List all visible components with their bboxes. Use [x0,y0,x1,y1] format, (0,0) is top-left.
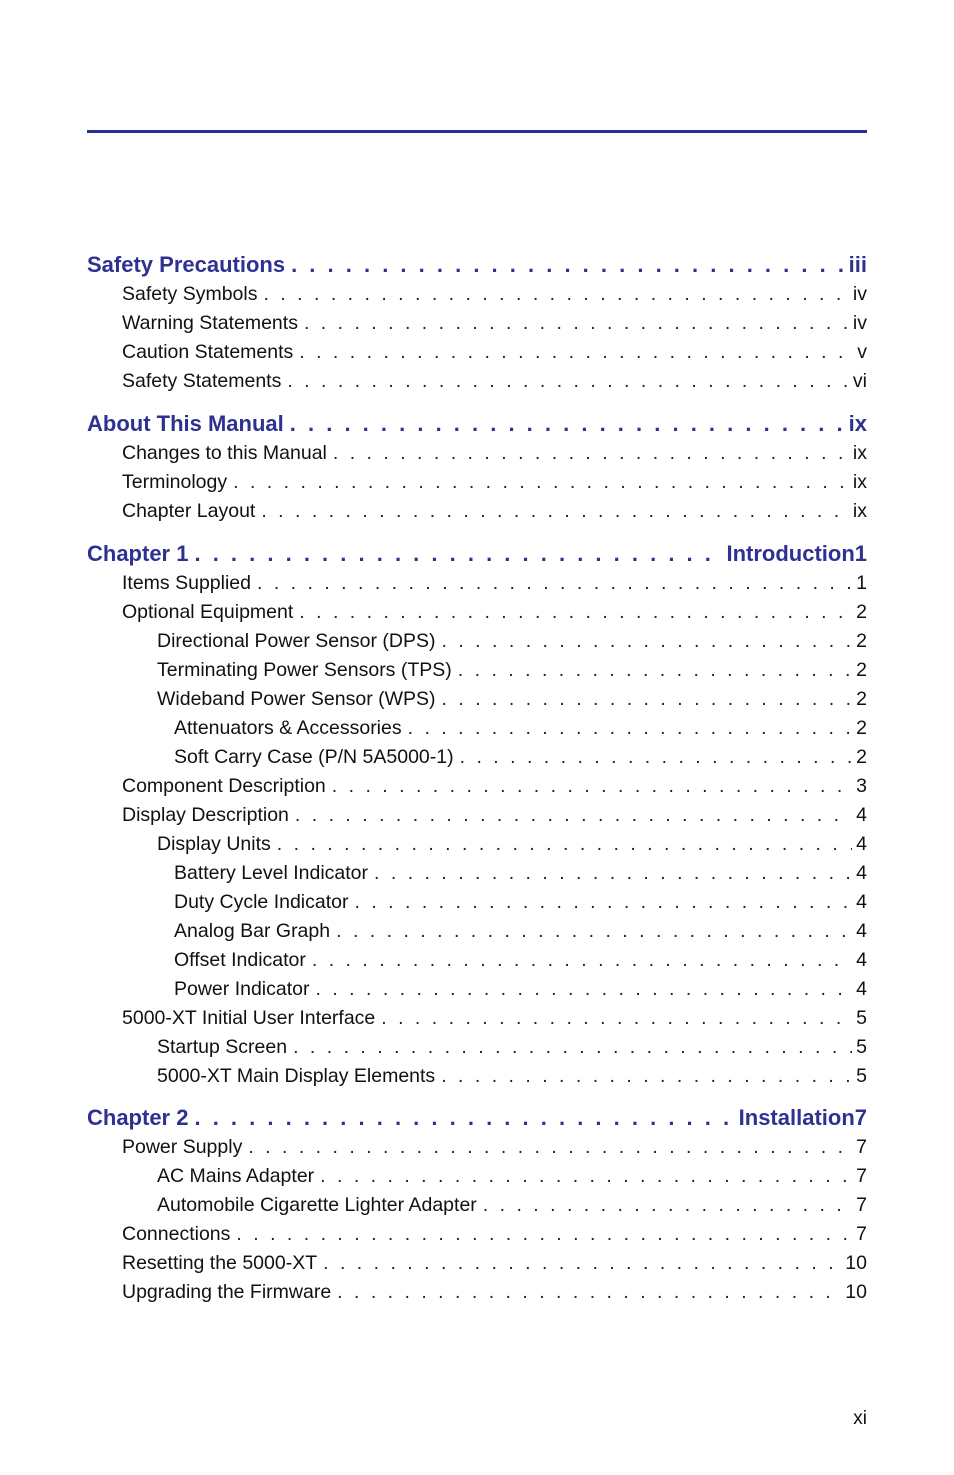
toc-entry-page: 1 [856,572,867,594]
toc-entry[interactable] [157,686,867,712]
toc-entry[interactable] [122,339,867,365]
toc-entry-page: ix [852,442,867,464]
toc-entry-label: Safety Statements [122,370,282,392]
toc-entry-label: Directional Power Sensor (DPS) [157,630,436,652]
dot-leader [336,918,852,944]
toc-entry[interactable] [174,889,867,915]
toc-chapter-heading[interactable] [87,1104,867,1132]
toc-entry-label: Battery Level Indicator [174,862,369,884]
dot-leader [315,976,852,1002]
toc-entry[interactable] [122,1250,867,1276]
toc-entry[interactable] [122,802,867,828]
toc-entry[interactable] [174,918,867,944]
toc-entry-page: 4 [856,920,867,942]
toc-entry-page: 2 [856,717,867,739]
toc-entry[interactable] [157,1192,867,1218]
toc-entry-page: 10 [845,1281,867,1303]
toc-entry-page: 2 [856,659,867,681]
toc-entry[interactable] [157,1034,867,1060]
toc-entry-page: vi [852,370,867,392]
toc-entry-label: Safety Symbols [122,283,258,305]
dot-leader [374,860,852,886]
toc-entry-label: Wideband Power Sensor (WPS) [157,688,436,710]
toc-entry[interactable] [157,831,867,857]
dot-leader [304,310,849,336]
toc-entry-page: 2 [856,746,867,768]
dot-leader [354,889,852,915]
toc-entry-page: 5 [856,1065,867,1087]
toc-entry-label: Optional Equipment [122,601,294,623]
toc-entry-label: Power Supply [122,1136,243,1158]
toc-chapter-heading[interactable] [87,540,867,568]
toc-entry-label: Display Units [157,833,271,855]
toc-entry[interactable] [174,715,867,741]
dot-leader [323,1250,841,1276]
toc-entry-label: Component Description [122,775,326,797]
toc-entry[interactable] [122,498,867,524]
dot-leader [381,1005,852,1031]
toc-entry-label: Display Description [122,804,289,826]
dot-leader [441,1063,852,1089]
dot-leader [460,744,853,770]
dot-leader [483,1192,852,1218]
dot-leader [442,686,853,712]
dot-leader [233,469,849,495]
toc-entry[interactable] [122,368,867,394]
toc-entry-label: Terminology [122,471,228,493]
toc-entry[interactable] [157,1163,867,1189]
toc-entry[interactable] [122,1005,867,1031]
toc-entry[interactable] [157,1063,867,1089]
dot-leader [261,498,849,524]
dot-leader [277,831,852,857]
toc-chapter-title: Chapter 1 [87,541,189,566]
toc-entry[interactable] [122,570,867,596]
toc-entry-page: ix [852,471,867,493]
dot-leader [320,1163,852,1189]
dot-leader [408,715,853,741]
toc-entry[interactable] [122,1221,867,1247]
toc-entry-page: 5 [856,1036,867,1058]
dot-leader [263,281,848,307]
toc-entry-page: iv [852,312,867,334]
dot-leader [299,339,853,365]
toc-entry-page: 4 [856,804,867,826]
toc-entry[interactable] [122,773,867,799]
dot-leader [337,1279,841,1305]
toc-chapter-heading[interactable] [87,251,867,279]
toc-entry-label: Startup Screen [157,1036,288,1058]
toc-chapter-page: Introduction1 [726,541,867,566]
toc-entry-label: Soft Carry Case (P/N 5A5000-1) [174,746,454,768]
toc-chapter-page: ix [848,411,867,436]
toc-chapter-heading[interactable] [87,410,867,438]
toc-entry-label: Terminating Power Sensors (TPS) [157,659,452,681]
toc-entry-label: Items Supplied [122,572,251,594]
toc-entry[interactable] [122,310,867,336]
toc-entry-page: 4 [856,891,867,913]
header-rule [87,130,867,133]
toc-entry-label: Warning Statements [122,312,298,334]
dot-leader [290,410,845,438]
toc-entry-page: 7 [856,1223,867,1245]
page-number: xi [853,1408,867,1429]
toc-entry[interactable] [122,599,867,625]
toc-entry-page: v [857,341,867,363]
dot-leader [299,599,852,625]
toc-entry-label: Analog Bar Graph [174,920,331,942]
toc-entry-label: Changes to this Manual [122,442,327,464]
toc-entry-label: Connections [122,1223,231,1245]
toc-entry-label: Chapter Layout [122,500,256,522]
toc-entry[interactable] [174,947,867,973]
toc-entry-page: 4 [856,978,867,1000]
toc-entry-page: 4 [856,949,867,971]
toc-entry-page: 5 [856,1007,867,1029]
toc-chapter-page: iii [848,252,867,277]
toc-chapter-title: Safety Precautions [87,252,286,277]
dot-leader [236,1221,852,1247]
dot-leader [194,540,722,568]
dot-leader [194,1104,734,1132]
toc-entry-label: AC Mains Adapter [157,1165,315,1187]
toc-entry[interactable] [174,976,867,1002]
toc-entry-label: Attenuators & Accessories [174,717,402,739]
toc-entry-page: 2 [856,630,867,652]
toc-entry[interactable] [122,1279,867,1305]
toc-entry[interactable] [157,657,867,683]
toc-entry[interactable] [174,860,867,886]
toc-entry-label: Automobile Cigarette Lighter Adapter [157,1194,477,1216]
toc-entry[interactable] [174,744,867,770]
toc-entry-label: Duty Cycle Indicator [174,891,349,913]
toc-entry-page: 4 [856,862,867,884]
dot-leader [312,947,852,973]
dot-leader [442,628,853,654]
toc-chapter-title: Chapter 2 [87,1105,189,1130]
toc-entry-page: 4 [856,833,867,855]
dot-leader [293,1034,852,1060]
toc-entry-page: 2 [856,688,867,710]
toc-entry-label: 5000-XT Initial User Interface [122,1007,376,1029]
dot-leader [287,368,849,394]
toc-entry-page: 3 [856,775,867,797]
toc-entry-label: Caution Statements [122,341,294,363]
dot-leader [332,773,852,799]
toc-entry-page: 2 [856,601,867,623]
toc-entry[interactable] [157,628,867,654]
toc-chapter-page: Installation7 [738,1105,867,1130]
toc-entry-label: Power Indicator [174,978,310,1000]
toc-entry-page: 10 [845,1252,867,1274]
toc-entry-page: 7 [856,1136,867,1158]
toc-entry-page: ix [852,500,867,522]
toc-entry[interactable] [122,469,867,495]
dot-leader [333,440,849,466]
toc-entry-label: Offset Indicator [174,949,306,971]
toc-entry-page: iv [852,283,867,305]
toc-chapter-title: About This Manual [87,411,284,436]
toc-entry[interactable] [122,440,867,466]
dot-leader [295,802,852,828]
dot-leader [248,1134,852,1160]
dot-leader [257,570,852,596]
toc-entry[interactable] [122,1134,867,1160]
toc-entry-label: 5000-XT Main Display Elements [157,1065,436,1087]
dot-leader [458,657,852,683]
toc-entry-label: Upgrading the Firmware [122,1281,332,1303]
toc-entry-label: Resetting the 5000-XT [122,1252,318,1274]
toc-entry-page: 7 [856,1194,867,1216]
dot-leader [291,251,845,279]
toc-entry[interactable] [122,281,867,307]
toc-entry-page: 7 [856,1165,867,1187]
